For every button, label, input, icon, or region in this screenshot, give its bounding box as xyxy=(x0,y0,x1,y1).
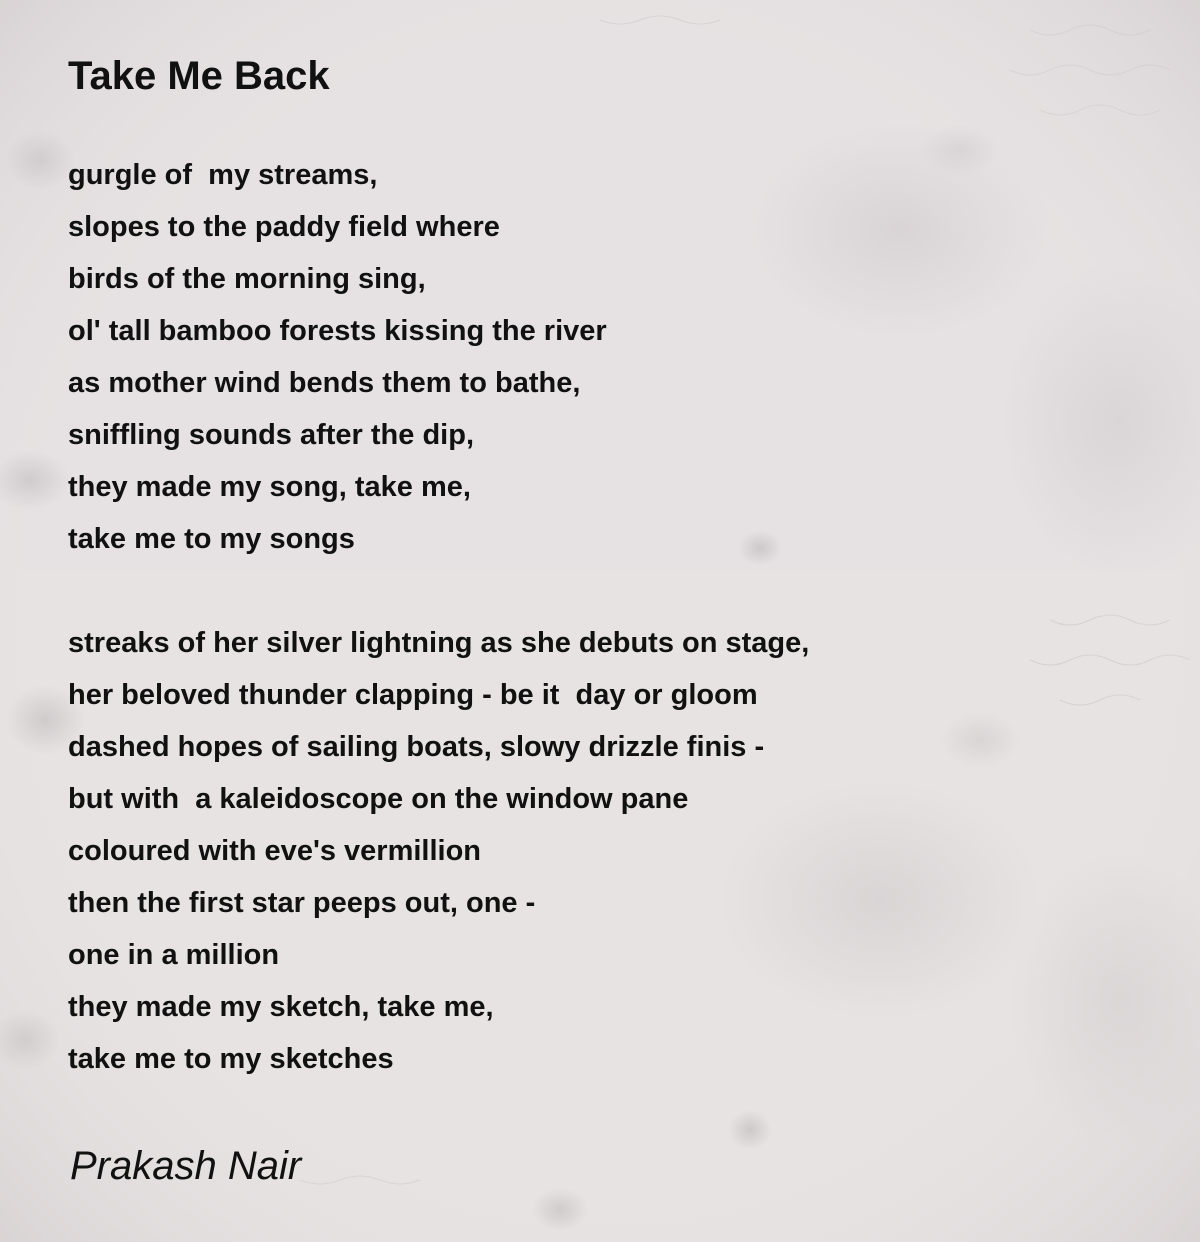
poem-author: Prakash Nair xyxy=(70,1144,302,1188)
poem-line: take me to my sketches xyxy=(68,1043,394,1075)
poem-line: gurgle of my streams, xyxy=(68,159,378,191)
poem-line: sniffling sounds after the dip, xyxy=(68,419,474,451)
poem-line: slopes to the paddy field where xyxy=(68,211,500,243)
poem-title: Take Me Back xyxy=(68,54,330,98)
poem-line: birds of the morning sing, xyxy=(68,263,426,295)
poem-line: but with a kaleidoscope on the window pane xyxy=(68,783,689,815)
poem-line: then the first star peeps out, one - xyxy=(68,887,536,919)
poem-line: one in a million xyxy=(68,939,280,971)
poem-line: take me to my songs xyxy=(68,523,355,555)
poem-line: streaks of her silver lightning as she debuts on stage, xyxy=(68,627,810,659)
poem-line: her beloved thunder clapping - be it day or gloom xyxy=(68,679,758,711)
stanza-2 xyxy=(68,617,809,1085)
poem-line: ol' tall bamboo forests kissing the river xyxy=(68,315,607,347)
poem-line: dashed hopes of sailing boats, slowy drizzle finis - xyxy=(68,731,765,763)
poem-line: they made my sketch, take me, xyxy=(68,991,494,1023)
stanza-1 xyxy=(68,149,607,565)
poem-line: as mother wind bends them to bathe, xyxy=(68,367,581,399)
poem-line: they made my song, take me, xyxy=(68,471,471,503)
poem-line: coloured with eve's vermillion xyxy=(68,835,482,867)
